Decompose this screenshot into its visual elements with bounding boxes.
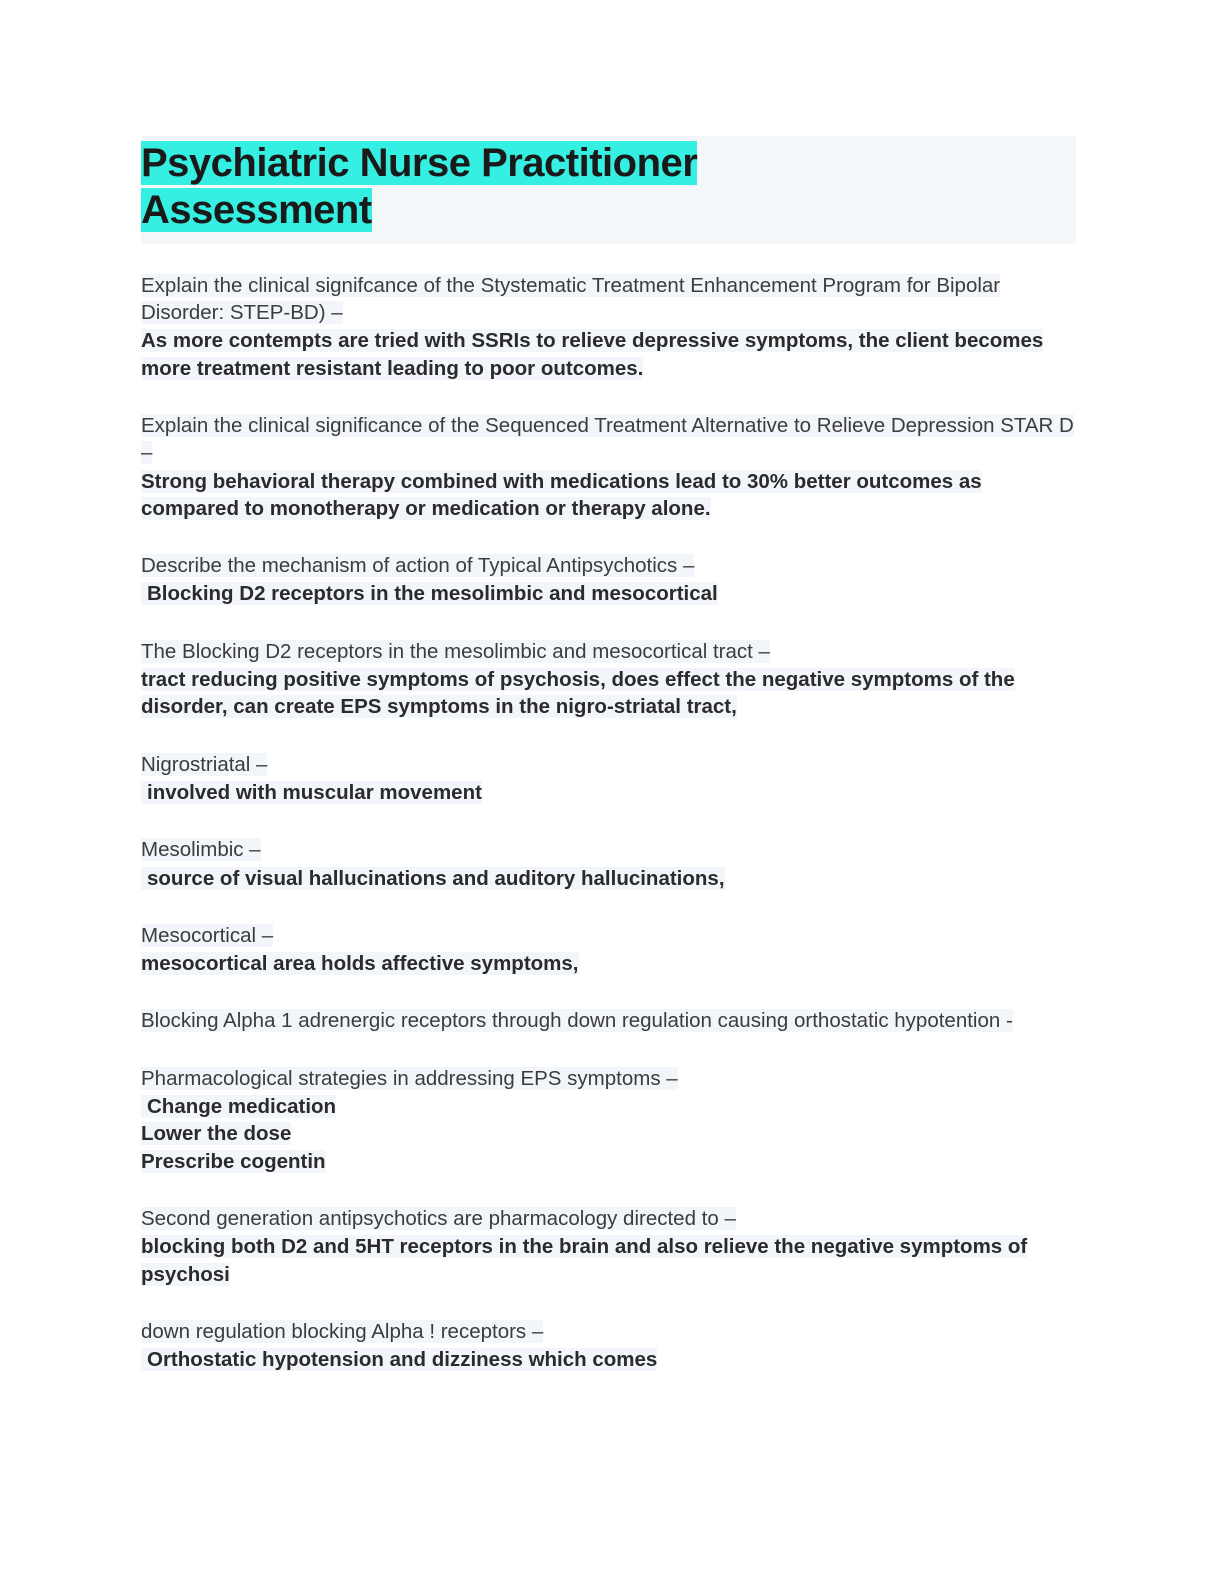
page-title-line-1: Psychiatric Nurse Practitioner <box>141 141 698 185</box>
answer-text: tract reducing positive symptoms of psychosis, does effect the negative symptoms of the disorder, can create EPS symptoms in the nigro-striatal tract, <box>141 668 1015 719</box>
qa-block <box>141 1318 1076 1374</box>
qa-block <box>141 1007 1076 1034</box>
question-text: Explain the clinical significance of the Sequenced Treatment Alternative to Relieve Depression STAR D – <box>141 414 1074 465</box>
answer-text: As more contempts are tried with SSRIs to relieve depressive symptoms, the client becomes more treatment resistant leading to poor outcomes. <box>141 329 1044 380</box>
document-body <box>141 136 1076 1373</box>
qa-block <box>141 836 1076 892</box>
question-text: Mesolimbic – <box>141 838 261 862</box>
page-title <box>141 140 1076 234</box>
question-text: Pharmacological strategies in addressing EPS symptoms – <box>141 1066 678 1090</box>
question-text: Describe the mechanism of action of Typical Antipsychotics – <box>141 554 695 578</box>
question-text: down regulation blocking Alpha ! receptors – <box>141 1319 544 1343</box>
qa-block <box>141 1205 1076 1288</box>
title-block <box>141 136 1076 244</box>
qa-block <box>141 412 1076 522</box>
question-text: Explain the clinical signifcance of the Stystematic Treatment Enhancement Program for Bipolar Disorder: STEP-BD) – <box>141 274 1001 325</box>
answer-text: Change medication <box>141 1093 1076 1120</box>
answer-text: Strong behavioral therapy combined with medications lead to 30% better outcomes as compared to monotherapy or medication or therapy alone. <box>141 469 982 520</box>
qa-block <box>141 1065 1076 1175</box>
answer-text: Orthostatic hypotension and dizziness which comes <box>141 1346 1076 1373</box>
answer-extra-line: Lower the dose <box>141 1122 292 1146</box>
question-text: Blocking Alpha 1 adrenergic receptors through down regulation causing orthostatic hypotention - <box>141 1009 1013 1033</box>
answer-text: mesocortical area holds affective symptoms, <box>141 952 579 976</box>
question-text: Mesocortical – <box>141 923 274 947</box>
answer-extra-line: Prescribe cogentin <box>141 1149 326 1173</box>
qa-block <box>141 552 1076 608</box>
qa-block <box>141 638 1076 721</box>
question-text: Second generation antipsychotics are pharmacology directed to – <box>141 1206 736 1230</box>
page-title-line-2: Assessment <box>141 188 372 233</box>
qa-block <box>141 272 1076 382</box>
answer-text: Blocking D2 receptors in the mesolimbic and mesocortical <box>141 580 1076 607</box>
answer-text: source of visual hallucinations and auditory hallucinations, <box>141 865 1076 892</box>
qa-block <box>141 751 1076 807</box>
qa-block <box>141 922 1076 978</box>
question-text: The Blocking D2 receptors in the mesolimbic and mesocortical tract – <box>141 639 770 663</box>
answer-text: blocking both D2 and 5HT receptors in the brain and also relieve the negative symptoms of psychosi <box>141 1235 1028 1286</box>
answer-text: involved with muscular movement <box>141 779 1076 806</box>
question-text: Nigrostriatal – <box>141 752 268 776</box>
